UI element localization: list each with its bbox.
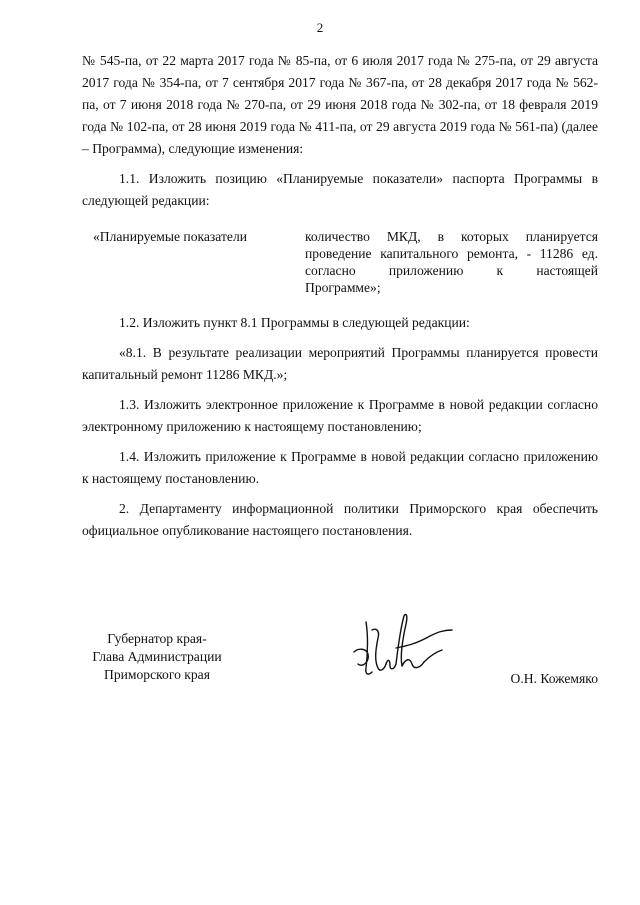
- passport-label: «Планируемые показатели: [93, 229, 248, 244]
- paragraph-item-8-1: «8.1. В результате реализации мероприятий Программы планируется провести капитальный ремонт 11286 МКД.»;: [82, 345, 598, 382]
- handwritten-signature-icon: [344, 608, 464, 686]
- paragraph-item-2: 2. Департаменту информационной политики Приморского края обеспечить официальное опубликование настоящего постановления.: [82, 501, 598, 538]
- paragraph-item-1-1: 1.1. Изложить позицию «Планируемые показатели» паспорта Программы в следующей редакции:: [82, 171, 598, 208]
- paragraph-item-1-3: 1.3. Изложить электронное приложение к Программе в новой редакции согласно электронному приложению к настоящему постановлению;: [82, 397, 598, 434]
- passport-value-line: согласно приложению к настоящей: [305, 263, 598, 278]
- passport-value-line: Программе»;: [305, 280, 381, 295]
- signatory-title: [82, 630, 232, 684]
- paragraph-item-1-2: 1.2. Изложить пункт 8.1 Программы в следующей редакции:: [119, 315, 470, 330]
- paragraph-item-1-4: 1.4. Изложить приложение к Программе в новой редакции согласно приложению к настоящему постановлению.: [82, 449, 598, 486]
- signatory-title-line: Губернатор края-: [107, 631, 207, 646]
- passport-value: [305, 228, 598, 296]
- signature-block: [82, 630, 598, 700]
- passport-value-line: проведение капитального ремонта, - 11286 ед.: [305, 246, 598, 261]
- passport-value-line: количество МКД, в которых планируется: [305, 229, 598, 244]
- signatory-title-line: Приморского края: [104, 667, 210, 682]
- paragraph-continuation: № 545-па, от 22 марта 2017 года № 85-па, от 6 июля 2017 года № 275-па, от 29 августа 2017 года № 354-па, от 7 сентября 2017 года № 367-па, от 28 декабря 2017 года № 562-па, от 7 июня 2018 года № 270-па, от 29 июня 2018 года № 302-па, от 18 февраля 2019 года № 102-па, от 28 июня 2019 года № 411-па, от 29 августа 2019 года № 561-па) (далее – Программа), следующие изменения:: [82, 53, 598, 156]
- page-number: 2: [316, 20, 324, 35]
- document-body: [82, 50, 598, 542]
- signatory-title-line: Глава Администрации: [92, 649, 222, 664]
- signatory-name: О.Н. Кожемяко: [510, 671, 598, 686]
- passport-table: [82, 228, 598, 296]
